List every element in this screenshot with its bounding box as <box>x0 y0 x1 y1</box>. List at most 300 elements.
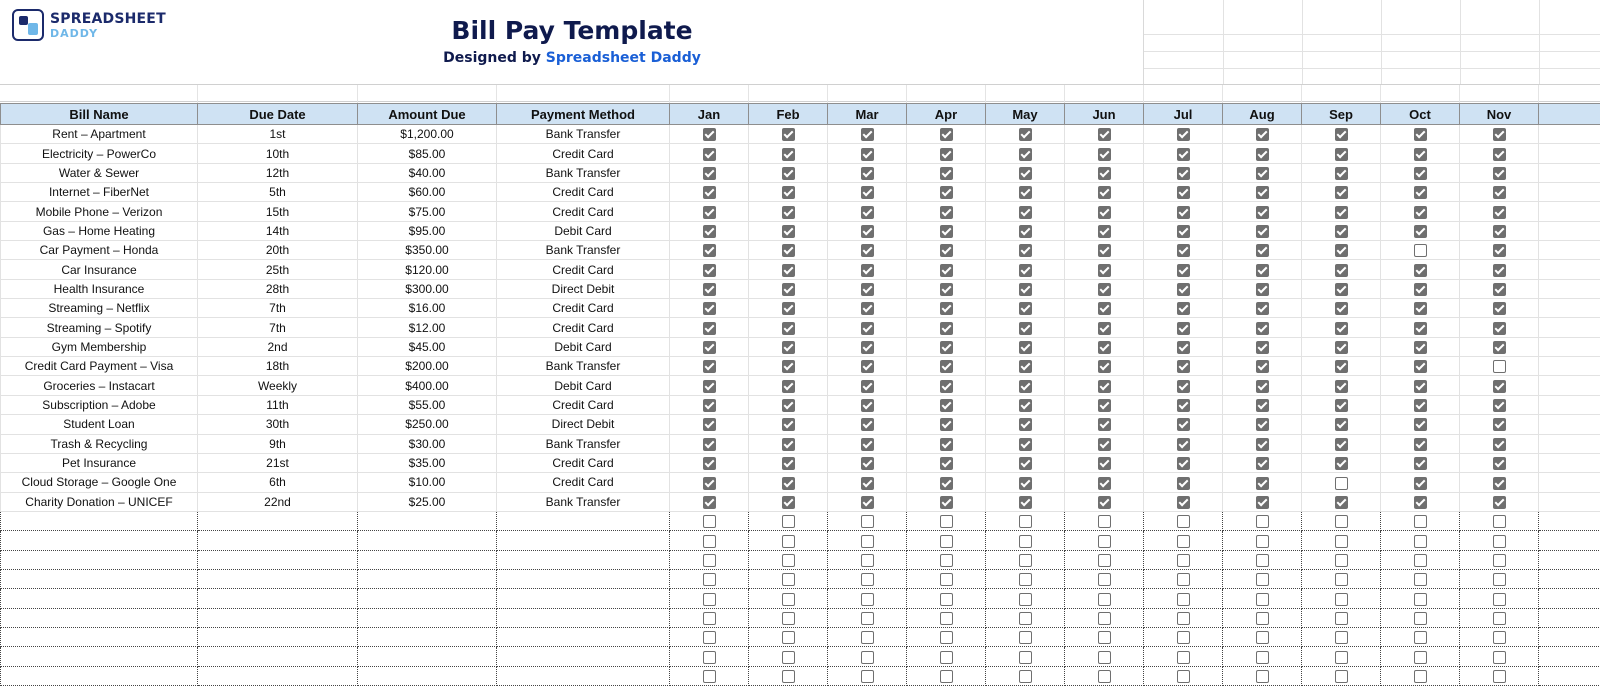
paid-cell-feb[interactable] <box>749 163 828 182</box>
checkbox-checked-icon[interactable] <box>861 360 874 373</box>
checkbox-unchecked-icon[interactable] <box>782 651 795 664</box>
empty-cell[interactable] <box>198 550 358 569</box>
paid-cell-jul[interactable] <box>1144 299 1223 318</box>
header-month-mar[interactable]: Mar <box>828 104 907 125</box>
partial-column-cell[interactable] <box>1539 318 1600 337</box>
partial-column-cell[interactable] <box>1539 415 1600 434</box>
checkbox-checked-icon[interactable] <box>703 457 716 470</box>
checkbox-checked-icon[interactable] <box>1493 148 1506 161</box>
paid-cell-sep[interactable] <box>1302 395 1381 414</box>
checkbox-checked-icon[interactable] <box>1098 264 1111 277</box>
empty-cell[interactable] <box>358 608 497 627</box>
checkbox-checked-icon[interactable] <box>1019 457 1032 470</box>
checkbox-checked-icon[interactable] <box>703 128 716 141</box>
checkbox-checked-icon[interactable] <box>1256 206 1269 219</box>
due-date-cell[interactable]: 6th <box>198 473 358 492</box>
paid-cell-may[interactable] <box>986 453 1065 472</box>
empty-cell[interactable] <box>1 550 198 569</box>
paid-cell-mar[interactable] <box>828 415 907 434</box>
checkbox-checked-icon[interactable] <box>1019 341 1032 354</box>
partial-column-cell[interactable] <box>1539 183 1600 202</box>
checkbox-checked-icon[interactable] <box>1177 244 1190 257</box>
paid-cell-feb[interactable] <box>749 434 828 453</box>
checkbox-checked-icon[interactable] <box>1335 225 1348 238</box>
paid-cell-jun[interactable] <box>1065 183 1144 202</box>
checkbox-unchecked-icon[interactable] <box>1493 670 1506 683</box>
paid-cell-mar[interactable] <box>828 163 907 182</box>
amount-due-cell[interactable]: $60.00 <box>358 183 497 202</box>
empty-cell-grid[interactable] <box>1143 0 1600 84</box>
paid-cell-apr[interactable] <box>907 608 986 627</box>
checkbox-checked-icon[interactable] <box>861 264 874 277</box>
paid-cell-jan[interactable] <box>670 492 749 511</box>
amount-due-cell[interactable]: $35.00 <box>358 453 497 472</box>
checkbox-checked-icon[interactable] <box>1098 225 1111 238</box>
paid-cell-jul[interactable] <box>1144 241 1223 260</box>
checkbox-checked-icon[interactable] <box>782 399 795 412</box>
paid-cell-nov[interactable] <box>1460 241 1539 260</box>
checkbox-unchecked-icon[interactable] <box>1098 612 1111 625</box>
paid-cell-aug[interactable] <box>1223 492 1302 511</box>
paid-cell-jun[interactable] <box>1065 511 1144 530</box>
checkbox-unchecked-icon[interactable] <box>1493 593 1506 606</box>
checkbox-checked-icon[interactable] <box>940 457 953 470</box>
checkbox-unchecked-icon[interactable] <box>1335 631 1348 644</box>
checkbox-unchecked-icon[interactable] <box>1335 612 1348 625</box>
empty-cell[interactable] <box>358 666 497 685</box>
paid-cell-jun[interactable] <box>1065 531 1144 550</box>
paid-cell-mar[interactable] <box>828 453 907 472</box>
paid-cell-jul[interactable] <box>1144 163 1223 182</box>
paid-cell-feb[interactable] <box>749 183 828 202</box>
paid-cell-mar[interactable] <box>828 376 907 395</box>
paid-cell-jul[interactable] <box>1144 376 1223 395</box>
checkbox-checked-icon[interactable] <box>1098 148 1111 161</box>
bill-name-cell[interactable]: Mobile Phone – Verizon <box>1 202 198 221</box>
checkbox-unchecked-icon[interactable] <box>1335 515 1348 528</box>
header-month-jul[interactable]: Jul <box>1144 104 1223 125</box>
checkbox-checked-icon[interactable] <box>940 302 953 315</box>
paid-cell-jul[interactable] <box>1144 260 1223 279</box>
checkbox-checked-icon[interactable] <box>1177 148 1190 161</box>
checkbox-checked-icon[interactable] <box>861 244 874 257</box>
checkbox-checked-icon[interactable] <box>1098 457 1111 470</box>
paid-cell-feb[interactable] <box>749 241 828 260</box>
paid-cell-apr[interactable] <box>907 183 986 202</box>
checkbox-checked-icon[interactable] <box>1493 380 1506 393</box>
amount-due-cell[interactable]: $85.00 <box>358 144 497 163</box>
empty-cell[interactable] <box>358 531 497 550</box>
checkbox-unchecked-icon[interactable] <box>703 515 716 528</box>
checkbox-unchecked-icon[interactable] <box>940 670 953 683</box>
header-month-sep[interactable]: Sep <box>1302 104 1381 125</box>
paid-cell-nov[interactable] <box>1460 144 1539 163</box>
paid-cell-jul[interactable] <box>1144 183 1223 202</box>
due-date-cell[interactable]: 12th <box>198 163 358 182</box>
checkbox-unchecked-icon[interactable] <box>703 535 716 548</box>
checkbox-checked-icon[interactable] <box>940 477 953 490</box>
paid-cell-jan[interactable] <box>670 202 749 221</box>
checkbox-unchecked-icon[interactable] <box>1177 593 1190 606</box>
checkbox-checked-icon[interactable] <box>1256 438 1269 451</box>
paid-cell-apr[interactable] <box>907 395 986 414</box>
paid-cell-may[interactable] <box>986 337 1065 356</box>
paid-cell-sep[interactable] <box>1302 589 1381 608</box>
paid-cell-feb[interactable] <box>749 473 828 492</box>
paid-cell-apr[interactable] <box>907 647 986 666</box>
checkbox-unchecked-icon[interactable] <box>1256 573 1269 586</box>
payment-method-cell[interactable]: Bank Transfer <box>497 357 670 376</box>
paid-cell-aug[interactable] <box>1223 531 1302 550</box>
checkbox-checked-icon[interactable] <box>1177 264 1190 277</box>
paid-cell-sep[interactable] <box>1302 492 1381 511</box>
checkbox-checked-icon[interactable] <box>1493 225 1506 238</box>
due-date-cell[interactable]: 2nd <box>198 337 358 356</box>
checkbox-checked-icon[interactable] <box>782 341 795 354</box>
due-date-cell[interactable]: 18th <box>198 357 358 376</box>
checkbox-checked-icon[interactable] <box>1335 418 1348 431</box>
checkbox-unchecked-icon[interactable] <box>1098 515 1111 528</box>
paid-cell-mar[interactable] <box>828 511 907 530</box>
checkbox-checked-icon[interactable] <box>861 322 874 335</box>
checkbox-checked-icon[interactable] <box>1098 380 1111 393</box>
checkbox-checked-icon[interactable] <box>1335 186 1348 199</box>
checkbox-checked-icon[interactable] <box>1493 283 1506 296</box>
checkbox-checked-icon[interactable] <box>940 128 953 141</box>
paid-cell-may[interactable] <box>986 260 1065 279</box>
partial-column-cell[interactable] <box>1539 589 1600 608</box>
checkbox-unchecked-icon[interactable] <box>1414 651 1427 664</box>
checkbox-checked-icon[interactable] <box>782 264 795 277</box>
paid-cell-aug[interactable] <box>1223 125 1302 144</box>
payment-method-cell[interactable]: Credit Card <box>497 299 670 318</box>
checkbox-unchecked-icon[interactable] <box>1177 631 1190 644</box>
paid-cell-jul[interactable] <box>1144 473 1223 492</box>
checkbox-checked-icon[interactable] <box>1177 225 1190 238</box>
paid-cell-mar[interactable] <box>828 299 907 318</box>
empty-cell[interactable] <box>198 589 358 608</box>
due-date-cell[interactable]: 30th <box>198 415 358 434</box>
checkbox-checked-icon[interactable] <box>703 380 716 393</box>
checkbox-unchecked-icon[interactable] <box>1335 651 1348 664</box>
paid-cell-apr[interactable] <box>907 376 986 395</box>
paid-cell-sep[interactable] <box>1302 550 1381 569</box>
checkbox-unchecked-icon[interactable] <box>703 631 716 644</box>
checkbox-checked-icon[interactable] <box>1414 418 1427 431</box>
checkbox-checked-icon[interactable] <box>782 496 795 509</box>
paid-cell-apr[interactable] <box>907 569 986 588</box>
bill-name-cell[interactable]: Groceries – Instacart <box>1 376 198 395</box>
paid-cell-apr[interactable] <box>907 434 986 453</box>
checkbox-unchecked-icon[interactable] <box>703 612 716 625</box>
paid-cell-jun[interactable] <box>1065 415 1144 434</box>
checkbox-checked-icon[interactable] <box>1493 341 1506 354</box>
checkbox-checked-icon[interactable] <box>1019 206 1032 219</box>
checkbox-unchecked-icon[interactable] <box>1256 515 1269 528</box>
empty-cell[interactable] <box>497 569 670 588</box>
paid-cell-feb[interactable] <box>749 202 828 221</box>
paid-cell-jul[interactable] <box>1144 666 1223 685</box>
paid-cell-aug[interactable] <box>1223 511 1302 530</box>
paid-cell-nov[interactable] <box>1460 473 1539 492</box>
checkbox-unchecked-icon[interactable] <box>1335 477 1348 490</box>
checkbox-checked-icon[interactable] <box>1335 496 1348 509</box>
header-month-jun[interactable]: Jun <box>1065 104 1144 125</box>
header-month-feb[interactable]: Feb <box>749 104 828 125</box>
checkbox-checked-icon[interactable] <box>861 399 874 412</box>
paid-cell-jan[interactable] <box>670 299 749 318</box>
paid-cell-jan[interactable] <box>670 395 749 414</box>
checkbox-unchecked-icon[interactable] <box>1493 631 1506 644</box>
payment-method-cell[interactable]: Bank Transfer <box>497 434 670 453</box>
checkbox-checked-icon[interactable] <box>861 496 874 509</box>
checkbox-checked-icon[interactable] <box>940 244 953 257</box>
header-month-aug[interactable]: Aug <box>1223 104 1302 125</box>
paid-cell-feb[interactable] <box>749 260 828 279</box>
checkbox-checked-icon[interactable] <box>703 225 716 238</box>
checkbox-unchecked-icon[interactable] <box>1414 535 1427 548</box>
paid-cell-oct[interactable] <box>1381 589 1460 608</box>
paid-cell-nov[interactable] <box>1460 666 1539 685</box>
checkbox-checked-icon[interactable] <box>1493 418 1506 431</box>
checkbox-checked-icon[interactable] <box>1493 186 1506 199</box>
paid-cell-jun[interactable] <box>1065 647 1144 666</box>
header-month-apr[interactable]: Apr <box>907 104 986 125</box>
checkbox-unchecked-icon[interactable] <box>1335 573 1348 586</box>
paid-cell-apr[interactable] <box>907 318 986 337</box>
checkbox-checked-icon[interactable] <box>1098 186 1111 199</box>
paid-cell-mar[interactable] <box>828 144 907 163</box>
paid-cell-jun[interactable] <box>1065 144 1144 163</box>
paid-cell-apr[interactable] <box>907 241 986 260</box>
checkbox-checked-icon[interactable] <box>940 399 953 412</box>
bill-name-cell[interactable]: Gas – Home Heating <box>1 221 198 240</box>
paid-cell-aug[interactable] <box>1223 415 1302 434</box>
bill-name-cell[interactable]: Rent – Apartment <box>1 125 198 144</box>
paid-cell-sep[interactable] <box>1302 279 1381 298</box>
paid-cell-may[interactable] <box>986 299 1065 318</box>
checkbox-unchecked-icon[interactable] <box>940 554 953 567</box>
checkbox-checked-icon[interactable] <box>1414 225 1427 238</box>
checkbox-checked-icon[interactable] <box>1414 360 1427 373</box>
empty-cell[interactable] <box>497 647 670 666</box>
checkbox-unchecked-icon[interactable] <box>782 612 795 625</box>
due-date-cell[interactable]: 20th <box>198 241 358 260</box>
checkbox-unchecked-icon[interactable] <box>1177 573 1190 586</box>
header-due-date[interactable]: Due Date <box>198 104 358 125</box>
due-date-cell[interactable]: 22nd <box>198 492 358 511</box>
checkbox-unchecked-icon[interactable] <box>1019 631 1032 644</box>
checkbox-checked-icon[interactable] <box>1335 167 1348 180</box>
checkbox-checked-icon[interactable] <box>1256 225 1269 238</box>
due-date-cell[interactable]: 21st <box>198 453 358 472</box>
paid-cell-feb[interactable] <box>749 395 828 414</box>
paid-cell-mar[interactable] <box>828 395 907 414</box>
empty-cell[interactable] <box>198 511 358 530</box>
checkbox-unchecked-icon[interactable] <box>1414 593 1427 606</box>
paid-cell-oct[interactable] <box>1381 511 1460 530</box>
checkbox-checked-icon[interactable] <box>703 148 716 161</box>
checkbox-checked-icon[interactable] <box>1019 264 1032 277</box>
checkbox-unchecked-icon[interactable] <box>703 670 716 683</box>
due-date-cell[interactable]: 25th <box>198 260 358 279</box>
empty-cell[interactable] <box>198 531 358 550</box>
checkbox-checked-icon[interactable] <box>1019 322 1032 335</box>
partial-column-cell[interactable] <box>1539 279 1600 298</box>
checkbox-checked-icon[interactable] <box>940 186 953 199</box>
checkbox-checked-icon[interactable] <box>1098 399 1111 412</box>
checkbox-unchecked-icon[interactable] <box>1493 612 1506 625</box>
checkbox-checked-icon[interactable] <box>1019 380 1032 393</box>
paid-cell-sep[interactable] <box>1302 647 1381 666</box>
paid-cell-aug[interactable] <box>1223 608 1302 627</box>
paid-cell-aug[interactable] <box>1223 337 1302 356</box>
paid-cell-feb[interactable] <box>749 550 828 569</box>
checkbox-checked-icon[interactable] <box>1177 438 1190 451</box>
checkbox-unchecked-icon[interactable] <box>1256 631 1269 644</box>
paid-cell-sep[interactable] <box>1302 415 1381 434</box>
checkbox-checked-icon[interactable] <box>782 418 795 431</box>
paid-cell-nov[interactable] <box>1460 589 1539 608</box>
paid-cell-mar[interactable] <box>828 589 907 608</box>
paid-cell-mar[interactable] <box>828 550 907 569</box>
paid-cell-jun[interactable] <box>1065 453 1144 472</box>
partial-column-cell[interactable] <box>1539 608 1600 627</box>
amount-due-cell[interactable]: $400.00 <box>358 376 497 395</box>
paid-cell-feb[interactable] <box>749 376 828 395</box>
paid-cell-aug[interactable] <box>1223 395 1302 414</box>
checkbox-checked-icon[interactable] <box>1098 302 1111 315</box>
empty-cell[interactable] <box>1 511 198 530</box>
checkbox-checked-icon[interactable] <box>1256 457 1269 470</box>
checkbox-checked-icon[interactable] <box>1098 438 1111 451</box>
empty-cell[interactable] <box>198 569 358 588</box>
page-title[interactable]: Bill Pay Template <box>451 16 693 45</box>
header-partial-column[interactable] <box>1539 104 1600 125</box>
partial-column-cell[interactable] <box>1539 144 1600 163</box>
checkbox-unchecked-icon[interactable] <box>1256 554 1269 567</box>
empty-cell[interactable] <box>198 608 358 627</box>
paid-cell-sep[interactable] <box>1302 569 1381 588</box>
spacer-row[interactable] <box>0 84 1600 102</box>
checkbox-checked-icon[interactable] <box>1335 302 1348 315</box>
paid-cell-nov[interactable] <box>1460 221 1539 240</box>
checkbox-checked-icon[interactable] <box>782 438 795 451</box>
paid-cell-may[interactable] <box>986 608 1065 627</box>
paid-cell-apr[interactable] <box>907 337 986 356</box>
paid-cell-sep[interactable] <box>1302 434 1381 453</box>
partial-column-cell[interactable] <box>1539 395 1600 414</box>
checkbox-unchecked-icon[interactable] <box>1335 535 1348 548</box>
partial-column-cell[interactable] <box>1539 299 1600 318</box>
bill-name-cell[interactable]: Car Insurance <box>1 260 198 279</box>
paid-cell-jul[interactable] <box>1144 318 1223 337</box>
paid-cell-jul[interactable] <box>1144 511 1223 530</box>
paid-cell-may[interactable] <box>986 163 1065 182</box>
paid-cell-aug[interactable] <box>1223 647 1302 666</box>
payment-method-cell[interactable]: Direct Debit <box>497 415 670 434</box>
paid-cell-aug[interactable] <box>1223 144 1302 163</box>
paid-cell-nov[interactable] <box>1460 125 1539 144</box>
checkbox-checked-icon[interactable] <box>1019 128 1032 141</box>
checkbox-unchecked-icon[interactable] <box>782 554 795 567</box>
checkbox-unchecked-icon[interactable] <box>1177 515 1190 528</box>
checkbox-checked-icon[interactable] <box>1493 264 1506 277</box>
paid-cell-jun[interactable] <box>1065 434 1144 453</box>
bill-name-cell[interactable]: Credit Card Payment – Visa <box>1 357 198 376</box>
checkbox-checked-icon[interactable] <box>1098 418 1111 431</box>
checkbox-unchecked-icon[interactable] <box>1177 554 1190 567</box>
header-bill-name[interactable]: Bill Name <box>1 104 198 125</box>
checkbox-checked-icon[interactable] <box>1414 380 1427 393</box>
partial-column-cell[interactable] <box>1539 260 1600 279</box>
header-month-oct[interactable]: Oct <box>1381 104 1460 125</box>
amount-due-cell[interactable]: $45.00 <box>358 337 497 356</box>
checkbox-unchecked-icon[interactable] <box>1493 573 1506 586</box>
paid-cell-may[interactable] <box>986 221 1065 240</box>
paid-cell-nov[interactable] <box>1460 202 1539 221</box>
checkbox-unchecked-icon[interactable] <box>1414 631 1427 644</box>
checkbox-checked-icon[interactable] <box>1098 477 1111 490</box>
checkbox-checked-icon[interactable] <box>861 186 874 199</box>
header-month-nov[interactable]: Nov <box>1460 104 1539 125</box>
checkbox-checked-icon[interactable] <box>703 438 716 451</box>
paid-cell-aug[interactable] <box>1223 183 1302 202</box>
payment-method-cell[interactable]: Credit Card <box>497 260 670 279</box>
paid-cell-mar[interactable] <box>828 627 907 646</box>
paid-cell-jan[interactable] <box>670 627 749 646</box>
checkbox-checked-icon[interactable] <box>1414 496 1427 509</box>
checkbox-unchecked-icon[interactable] <box>1493 535 1506 548</box>
bill-name-cell[interactable]: Gym Membership <box>1 337 198 356</box>
paid-cell-sep[interactable] <box>1302 376 1381 395</box>
paid-cell-apr[interactable] <box>907 144 986 163</box>
amount-due-cell[interactable]: $95.00 <box>358 221 497 240</box>
checkbox-checked-icon[interactable] <box>1019 496 1032 509</box>
checkbox-checked-icon[interactable] <box>782 186 795 199</box>
checkbox-unchecked-icon[interactable] <box>1098 670 1111 683</box>
paid-cell-jan[interactable] <box>670 318 749 337</box>
paid-cell-feb[interactable] <box>749 647 828 666</box>
checkbox-checked-icon[interactable] <box>1493 206 1506 219</box>
checkbox-unchecked-icon[interactable] <box>940 535 953 548</box>
checkbox-checked-icon[interactable] <box>1335 360 1348 373</box>
empty-cell[interactable] <box>497 511 670 530</box>
checkbox-checked-icon[interactable] <box>1177 283 1190 296</box>
checkbox-unchecked-icon[interactable] <box>1256 535 1269 548</box>
paid-cell-jun[interactable] <box>1065 473 1144 492</box>
paid-cell-aug[interactable] <box>1223 260 1302 279</box>
bill-name-cell[interactable]: Health Insurance <box>1 279 198 298</box>
paid-cell-feb[interactable] <box>749 299 828 318</box>
checkbox-checked-icon[interactable] <box>1493 438 1506 451</box>
empty-cell[interactable] <box>358 589 497 608</box>
checkbox-unchecked-icon[interactable] <box>1414 554 1427 567</box>
checkbox-checked-icon[interactable] <box>703 399 716 412</box>
checkbox-checked-icon[interactable] <box>1493 457 1506 470</box>
paid-cell-jun[interactable] <box>1065 260 1144 279</box>
paid-cell-oct[interactable] <box>1381 357 1460 376</box>
partial-column-cell[interactable] <box>1539 453 1600 472</box>
paid-cell-feb[interactable] <box>749 531 828 550</box>
paid-cell-nov[interactable] <box>1460 337 1539 356</box>
checkbox-checked-icon[interactable] <box>861 380 874 393</box>
checkbox-unchecked-icon[interactable] <box>1019 612 1032 625</box>
paid-cell-feb[interactable] <box>749 511 828 530</box>
paid-cell-mar[interactable] <box>828 647 907 666</box>
paid-cell-jul[interactable] <box>1144 550 1223 569</box>
partial-column-cell[interactable] <box>1539 337 1600 356</box>
